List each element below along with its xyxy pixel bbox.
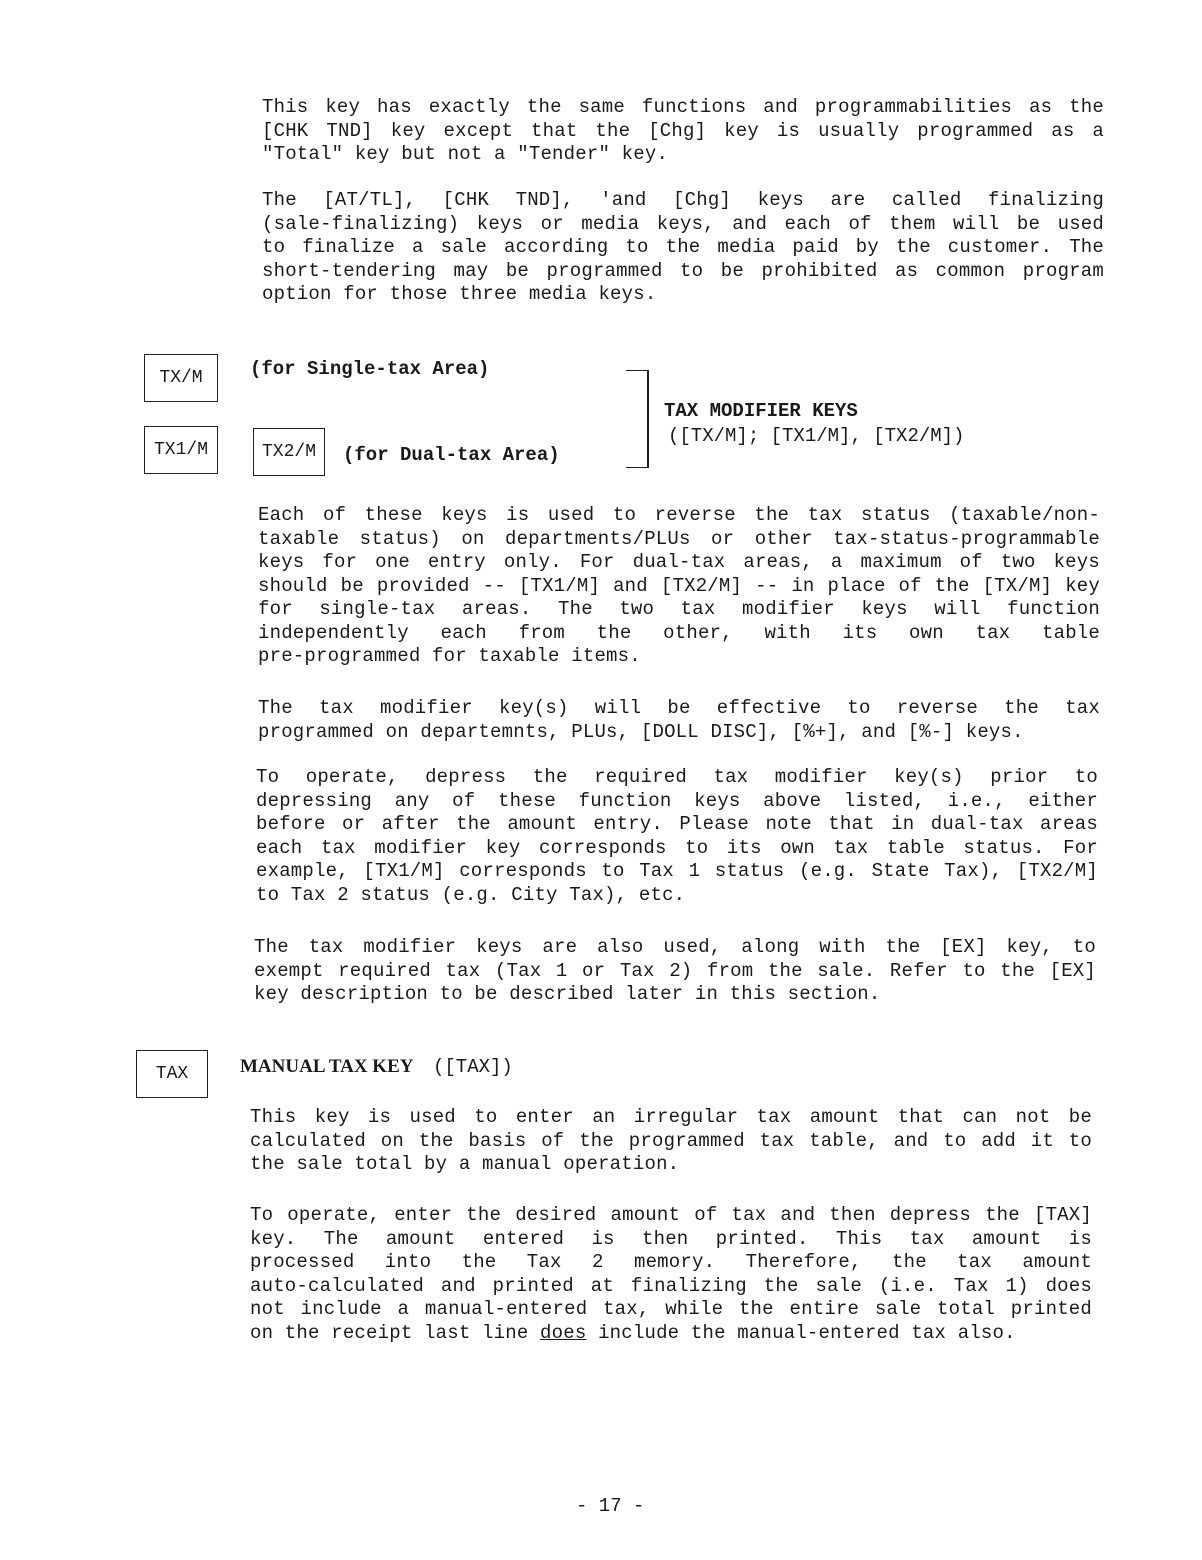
tax-modifier-paragraph-1 (258, 504, 1100, 669)
text-line: [CHK TND] key except that the [Chg] key is usually programmed as a (262, 119, 1104, 142)
tx2-m-key-box (253, 428, 325, 476)
chg-intro-paragraph (262, 96, 1104, 167)
text-line: for single-tax areas. The two tax modifier keys will function (258, 598, 1100, 620)
tx1-m-key-box (144, 426, 218, 474)
text-line: keys for one entry only. For dual-tax areas, a maximum of two keys (258, 551, 1100, 573)
tx-m-key-box (144, 354, 218, 402)
text-line: To operate, depress the required tax modifier key(s) prior to (256, 766, 1098, 788)
text-line: the sale total by a manual operation. (250, 1153, 680, 1175)
text-line: pre-programmed for taxable items. (258, 645, 641, 667)
text-line: The tax modifier key(s) will be effective to reverse the tax (258, 697, 1100, 719)
text-line: The [AT/TL], [CHK TND], 'and [Chg] keys are called finalizing (262, 189, 1104, 211)
manual-tax-paragraph-2 (250, 1204, 1092, 1345)
tx1-m-key-label: TX1/M (153, 440, 208, 460)
grouping-bracket (626, 370, 649, 468)
text-line: key description to be described later in this section. (254, 983, 881, 1005)
single-tax-area-label: (for Single-tax Area) (250, 358, 490, 380)
manual-tax-paragraph-2-lines (250, 1204, 1092, 1322)
text-line: to finalize a sale according to the media paid by the customer. The (262, 236, 1104, 258)
last-line-prefix: on the receipt last line (250, 1321, 541, 1344)
text-line: each tax modifier key corresponds to its own tax table status. For (256, 836, 1098, 859)
tax-modifier-section-subtitle: ([TX/M]; [TX1/M], [TX2/M]) (668, 425, 965, 447)
text-line: short-tendering may be programmed to be prohibited as common program (262, 259, 1104, 282)
text-line: should be provided -- [TX1/M] and [TX2/M] -- in place of the [TX/M] key (258, 574, 1100, 597)
text-line: "Total" key but not a "Tender" key. (262, 143, 669, 165)
text-line: (sale-finalizing) keys or media keys, and each of them will be used (262, 212, 1104, 235)
manual-tax-paragraph-2-last-line (250, 1322, 1092, 1346)
text-line: key. The amount entered is then printed. This tax amount is (250, 1227, 1092, 1250)
tax-modifier-paragraph-4 (254, 936, 1096, 1007)
text-line: not include a manual-entered tax, while the entire sale total printed (250, 1298, 1092, 1320)
tx-m-key-label: TX/M (159, 368, 203, 388)
text-line: calculated on the basis of the programmed tax table, and to add it to (250, 1129, 1092, 1152)
manual-tax-paragraph-1 (250, 1106, 1092, 1177)
text-line: before or after the amount entry. Please note that in dual-tax areas (256, 813, 1098, 835)
text-line: taxable status) on departments/PLUs or other tax-status-programmable (258, 527, 1100, 550)
text-line: processed into the Tax 2 memory. Therefore, the tax amount (250, 1251, 1092, 1273)
dual-tax-area-label: (for Dual-tax Area) (343, 444, 560, 466)
emphasized-does: does (540, 1321, 587, 1344)
text-line: example, [TX1/M] corresponds to Tax 1 status (e.g. State Tax), [TX2/M] (256, 860, 1098, 882)
text-line: This key has exactly the same functions and programmabilities as the (262, 96, 1104, 118)
text-line: depressing any of these function keys above listed, i.e., either (256, 789, 1098, 812)
manual-tax-key-title: MANUAL TAX KEY (240, 1056, 414, 1077)
tx2-m-key-label: TX2/M (261, 442, 316, 462)
text-line: to Tax 2 status (e.g. City Tax), etc. (256, 883, 686, 906)
text-line: The tax modifier keys are also used, along with the [EX] key, to (254, 936, 1096, 958)
tax-modifier-paragraph-3 (256, 766, 1098, 907)
text-line: independently each from the other, with its own tax table (258, 621, 1100, 644)
text-line: Each of these keys is used to reverse the tax status (taxable/non- (258, 504, 1100, 526)
tax-modifier-section-title: TAX MODIFIER KEYS (664, 400, 858, 422)
text-line: programmed on departemnts, PLUs, [DOLL DISC], [%+], and [%-] keys. (258, 720, 1024, 743)
text-line: option for those three media keys. (262, 283, 657, 305)
text-line: To operate, enter the desired amount of tax and then depress the [TAX] (250, 1204, 1092, 1226)
tax-key-box (136, 1050, 208, 1098)
page-number: - 17 - (576, 1495, 645, 1517)
manual-tax-key-subtitle: ([TAX]) (433, 1056, 513, 1078)
tax-key-label: TAX (155, 1064, 189, 1084)
text-line: auto-calculated and printed at finalizing the sale (i.e. Tax 1) does (250, 1274, 1092, 1297)
tax-modifier-paragraph-2 (258, 697, 1100, 744)
text-line: exempt required tax (Tax 1 or Tax 2) from the sale. Refer to the [EX] (254, 959, 1096, 982)
text-line: This key is used to enter an irregular tax amount that can not be (250, 1106, 1092, 1128)
last-line-suffix: include the manual-entered tax also. (586, 1321, 1016, 1344)
finalizing-paragraph (262, 189, 1104, 307)
